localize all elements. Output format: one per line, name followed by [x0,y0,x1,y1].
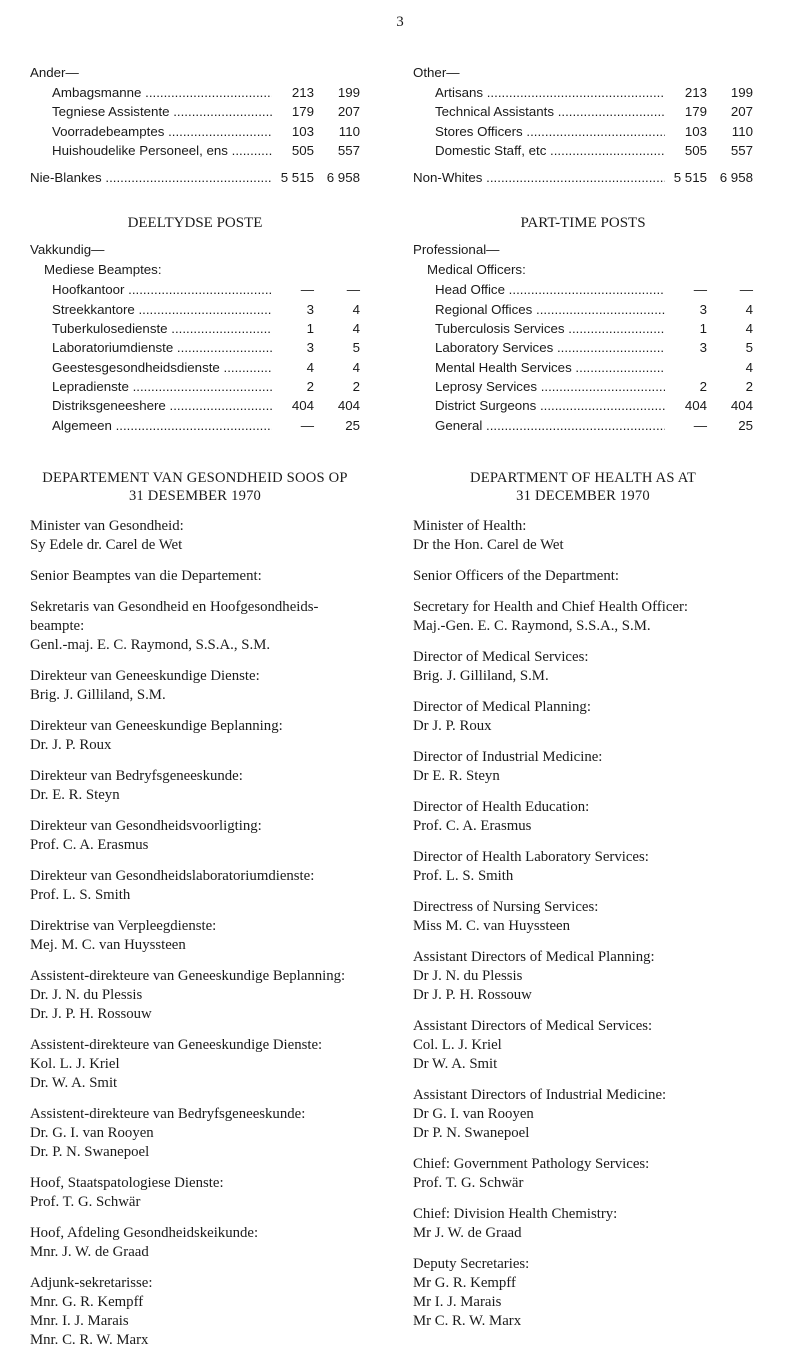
official-role: Assistent-direkteure van Bedryfsgeneeskunde: [30,1105,306,1122]
row-value-2: 110 [338,123,360,139]
official-name: Mnr. G. R. Kempff [30,1293,144,1310]
official-name: Mr I. J. Marais [413,1293,502,1310]
official-block [413,1255,753,1331]
row-value-1: — [300,282,314,298]
official-block [413,1205,753,1243]
official-block [413,598,753,636]
official-block [30,1174,360,1212]
table-row [413,358,753,377]
official-block [30,598,360,655]
table-row [30,358,360,377]
official-name: Dr P. N. Swanepoel [413,1124,530,1141]
part-time-title: PART-TIME POSTS [520,215,646,232]
official-name: Dr. J. N. du Plessis [30,986,143,1003]
official-block [413,1086,753,1143]
official-block [413,848,753,886]
row-label: Tuberculosis Services ..... [435,319,665,338]
table-row [413,102,753,121]
official-role: Director of Medical Services: [413,648,589,665]
official-name: Dr. J. P. H. Rossouw [30,1005,152,1022]
official-role: Assistent-direkteure van Geneeskundige Beplanning: [30,967,346,984]
row-value-1: 1 [306,321,314,337]
table-row [30,338,360,357]
row-value-1: 1 [699,321,707,337]
official-role: Adjunk-sekretarisse: [30,1274,153,1291]
official-block [30,917,360,955]
spacer [30,435,360,469]
part-time-title: DEELTYDSE POSTE [127,215,263,232]
official-name: Dr E. R. Steyn [413,767,500,784]
spacer [30,160,360,168]
table-row [413,377,753,396]
table-row [413,122,753,141]
spacer [30,187,360,211]
row-value-2: 557 [337,142,360,158]
official-name: Sy Edele dr. Carel de Wet [30,536,183,553]
row-value-1: 103 [684,123,707,139]
official-role: Senior Beamptes van die Departement: [30,567,262,584]
department-title: DEPARTEMENT VAN GESONDHEID SOOS OP [42,469,348,486]
department-date: 31 DECEMBER 1970 [516,487,650,504]
official-name: Dr. P. N. Swanepoel [30,1143,150,1160]
official-block [413,948,753,1005]
table-row [30,280,360,299]
table-row [30,377,360,396]
table-row [30,102,360,121]
row-value-2: 25 [738,417,753,433]
table-row [30,122,360,141]
row-value-2: 207 [337,104,360,120]
part-time-table [30,239,360,434]
row-label: Distriksgeneeshere ..... [52,396,272,415]
row-value-1: — [693,417,707,433]
row-label: Regional Offices ..... [435,300,665,319]
official-name: Prof. T. G. Schwär [413,1174,524,1191]
row-value-2: 5 [352,340,360,356]
row-value-1: 404 [291,398,314,414]
official-name: Brig. J. Gilliland, S.M. [30,686,166,703]
official-name: Maj.-Gen. E. C. Raymond, S.S.A., S.M. [413,617,651,634]
official-block [30,817,360,855]
official-name: Prof. C. A. Erasmus [30,836,149,853]
official-role: Chief: Government Pathology Services: [413,1155,650,1172]
table-row [30,83,360,102]
official-name: Dr the Hon. Carel de Wet [413,536,564,553]
row-value-1: 3 [306,340,314,356]
page-number: 3 [396,14,404,30]
official-name: Dr. E. R. Steyn [30,786,120,803]
row-value-1: 505 [684,142,707,158]
total-row [413,168,753,187]
official-name: Prof. C. A. Erasmus [413,817,532,834]
official-role: Director of Industrial Medicine: [413,748,603,765]
official-name: Genl.-maj. E. C. Raymond, S.S.A., S.M. [30,636,271,653]
row-value-2: 4 [352,301,360,317]
total-value-1: 5 515 [280,170,314,186]
part-time-subheading: Medical Officers: [427,262,526,278]
official-role: Direkteur van Gesondheidslaboratoriumdienste: [30,867,315,884]
official-name: Mej. M. C. van Huyssteen [30,936,186,953]
official-role: Minister van Gesondheid: [30,517,184,534]
row-value-1: 3 [306,301,314,317]
official-block [30,867,360,905]
row-value-2: 4 [745,359,753,375]
row-value-2: 404 [730,398,753,414]
official-role: Senior Officers of the Department: [413,567,619,584]
row-label: Algemeen ..... [52,416,272,435]
official-role: Assistent-direkteure van Geneeskundige Dienste: [30,1036,323,1053]
official-block [30,517,360,555]
row-value-2: — [346,282,360,298]
official-role: Direktrise van Verpleegdienste: [30,917,217,934]
row-label: Lepradienste ..... [52,377,272,396]
official-role: Hoof, Staatspatologiese Dienste: [30,1174,224,1191]
row-value-1: 404 [684,398,707,414]
row-value-2: 4 [745,321,753,337]
official-role: Assistant Directors of Medical Planning: [413,948,655,965]
total-label: Nie-Blankes ..... [30,168,272,187]
official-role: Hoof, Afdeling Gesondheidskeikunde: [30,1224,259,1241]
total-value-2: 6 958 [719,170,753,186]
afrikaans-column [30,62,360,1362]
official-role: Direkteur van Geneeskundige Beplanning: [30,717,283,734]
row-label: Stores Officers ..... [435,122,665,141]
table-row [30,319,360,338]
official-role: Direkteur van Bedryfsgeneeskunde: [30,767,243,784]
official-block [30,967,360,1024]
official-block [30,767,360,805]
official-name: Mnr. J. W. de Graad [30,1243,149,1260]
row-label: Streekkantore ..... [52,300,272,319]
row-value-1: 213 [684,85,707,100]
row-value-1: — [300,417,314,433]
official-block [413,517,753,555]
official-role: Deputy Secretaries: [413,1255,530,1272]
official-name: Col. L. J. Kriel [413,1036,502,1053]
row-label: Tuberkulosedienste ..... [52,319,272,338]
row-value-2: 110 [731,123,753,139]
official-block [30,1036,360,1093]
row-value-2: 25 [345,417,360,433]
official-role: Director of Health Laboratory Services: [413,848,649,865]
row-label: Voorradebeamptes ..... [52,122,272,141]
official-role: Minister of Health: [413,517,527,534]
official-block [30,1274,360,1350]
table-row [30,141,360,160]
row-value-2: 4 [745,301,753,317]
official-name: Dr J. N. du Plessis [413,967,523,984]
official-block [30,567,360,586]
official-role: Director of Medical Planning: [413,698,591,715]
row-label: Ambagsmanne ..... [52,83,272,102]
official-role: Secretary for Health and Chief Health Officer: [413,598,688,615]
row-value-2: 207 [730,104,753,120]
row-value-2: 404 [337,398,360,414]
staff-table [413,62,753,187]
row-value-2: 4 [352,359,360,375]
staff-heading: Other— [413,65,460,80]
department-title: DEPARTMENT OF HEALTH AS AT [470,469,696,486]
official-role: Direkteur van Gesondheidsvoorligting: [30,817,262,834]
table-row [413,416,753,435]
row-value-1: 103 [291,123,314,139]
official-name: Dr G. I. van Rooyen [413,1105,534,1122]
row-label: Hoofkantoor ..... [52,280,272,299]
official-name: Dr W. A. Smit [413,1055,498,1072]
row-value-2: 2 [352,378,360,394]
row-value-1: 2 [306,378,314,394]
row-value-2: 5 [745,340,753,356]
official-block [413,698,753,736]
spacer [413,435,753,469]
official-role: Direkteur van Geneeskundige Dienste: [30,667,260,684]
row-label: Mental Health Services ..... [435,358,665,377]
official-name: Prof. L. S. Smith [30,886,131,903]
row-value-1: 3 [699,301,707,317]
spacer [413,187,753,211]
official-name: Mr C. R. W. Marx [413,1312,522,1329]
row-label: Domestic Staff, etc ..... [435,141,665,160]
official-block [30,1224,360,1262]
part-time-heading: Vakkundig— [30,242,105,258]
official-block [30,717,360,755]
row-label: District Surgeons ..... [435,396,665,415]
official-name: Dr. J. P. Roux [30,736,112,753]
official-block [30,1105,360,1162]
official-role: Assistant Directors of Medical Services: [413,1017,653,1034]
row-label: Artisans ..... [435,83,665,102]
staff-heading: Ander— [30,65,79,80]
row-label: Technical Assistants ..... [435,102,665,121]
official-block [413,748,753,786]
official-name: Miss M. C. van Huyssteen [413,917,571,934]
official-name: Mr J. W. de Graad [413,1224,522,1241]
row-value-1: 179 [684,104,707,120]
table-row [413,319,753,338]
table-row [30,396,360,415]
row-label: General ..... [435,416,665,435]
official-role: Sekretaris van Gesondheid en Hoofgesondheids- beampte: [30,598,319,634]
row-value-1: 505 [291,142,314,158]
department-date: 31 DESEMBER 1970 [128,487,262,504]
total-value-1: 5 515 [673,170,707,186]
official-role: Directress of Nursing Services: [413,898,599,915]
staff-table [30,62,360,187]
row-value-2: 557 [730,142,753,158]
official-role: Director of Health Education: [413,798,590,815]
row-label: Huishoudelike Personeel, ens ..... [52,141,272,160]
table-row [413,141,753,160]
table-row [413,300,753,319]
row-value-1: — [693,282,707,298]
row-value-1: 2 [699,378,707,394]
table-row [413,396,753,415]
table-row [413,280,753,299]
table-row [413,83,753,102]
official-block [413,1155,753,1193]
official-role: Chief: Division Health Chemistry: [413,1205,618,1222]
row-label: Leprosy Services ..... [435,377,665,396]
row-label: Tegniese Assistente ..... [52,102,272,121]
row-value-2: — [739,282,753,298]
official-name: Prof. L. S. Smith [413,867,514,884]
row-value-1: 3 [699,340,707,356]
table-row [413,338,753,357]
english-column [413,62,753,1343]
official-block [413,648,753,686]
part-time-table [413,239,753,434]
official-name: Mr G. R. Kempff [413,1274,516,1291]
official-name: Prof. T. G. Schwär [30,1193,141,1210]
row-label: Laboratory Services ..... [435,338,665,357]
official-block [413,798,753,836]
spacer [413,160,753,168]
official-name: Dr. G. I. van Rooyen [30,1124,154,1141]
row-value-2: 199 [337,85,360,100]
row-value-2: 4 [352,321,360,337]
official-name: Mnr. C. R. W. Marx [30,1331,149,1348]
table-row [30,300,360,319]
official-block [413,898,753,936]
official-block [413,567,753,586]
row-value-1: 179 [291,104,314,120]
row-label: Head Office ..... [435,280,665,299]
official-name: Kol. L. J. Kriel [30,1055,120,1072]
part-time-heading: Professional— [413,242,500,258]
row-label: Geestesgesondheidsdienste ..... [52,358,272,377]
part-time-subheading: Mediese Beamptes: [44,262,162,278]
official-name: Dr J. P. H. Rossouw [413,986,532,1003]
total-value-2: 6 958 [326,170,360,186]
row-value-1: 4 [306,359,314,375]
total-label: Non-Whites ..... [413,168,665,187]
table-row [30,416,360,435]
official-role: Assistant Directors of Industrial Medicine: [413,1086,667,1103]
total-row [30,168,360,187]
row-value-2: 199 [730,85,753,100]
row-value-2: 2 [745,378,753,394]
official-name: Dr J. P. Roux [413,717,492,734]
row-label: Laboratoriumdienste ..... [52,338,272,357]
row-value-1 [665,358,707,377]
official-name: Mnr. I. J. Marais [30,1312,129,1329]
official-name: Brig. J. Gilliland, S.M. [413,667,549,684]
official-name: Dr. W. A. Smit [30,1074,118,1091]
official-block [413,1017,753,1074]
official-block [30,667,360,705]
row-value-1: 213 [291,85,314,100]
